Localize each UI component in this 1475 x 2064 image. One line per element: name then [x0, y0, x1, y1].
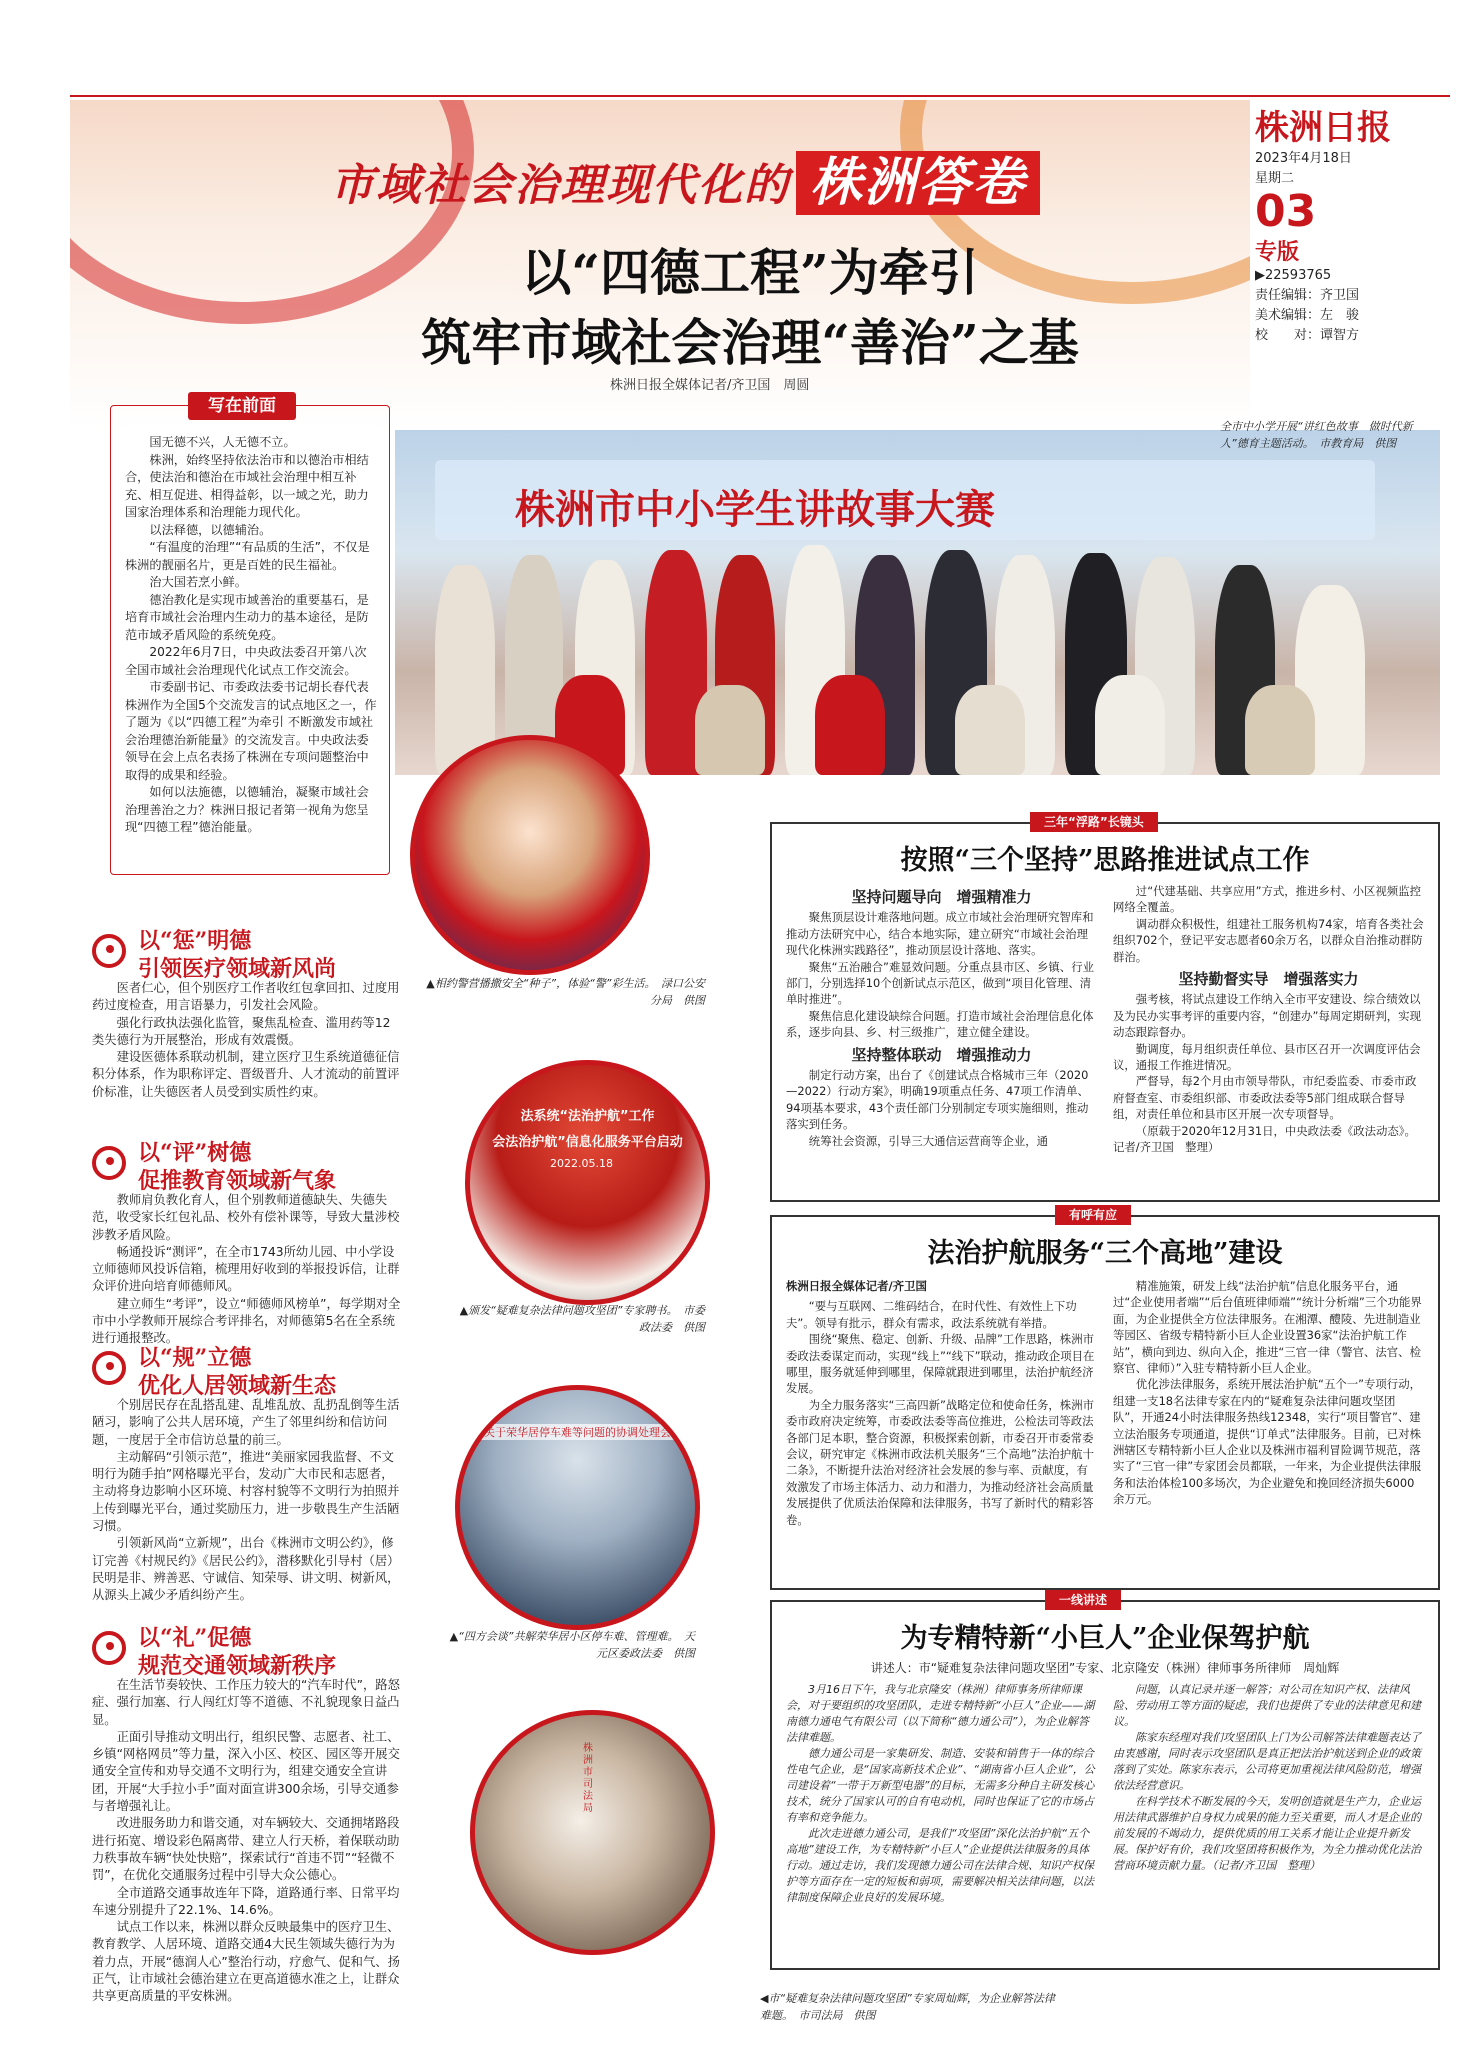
photo-date-text: 2022.05.18 [550, 1157, 613, 1170]
photo-community-meeting [455, 1385, 700, 1630]
section-medical: 以“惩”明德 引领医疗领域新风尚 医者仁心，但个别医疗工作者收红包拿回扣、过度用药过度检查，用言语暴力，引发社会风险。 强化行政执法强化监管，聚焦乱检查、滥用药等12类失德行为开展整治，形成有效震慑。 建设医德体系联动机制，建立医疗卫生系统道德征信积分体系，作为职称评定、晋级晋升、人才流动的前置评价标准，让失德医者人员受到实质性约束。 [92, 918, 402, 1101]
headline-line1: 以“四德工程”为牵引 [521, 243, 979, 302]
headline-byline: 株洲日报全媒体记者/齐卫国 周圆 [610, 378, 810, 393]
section-title: 以“礼”促德 [138, 1625, 252, 1651]
article-legal-service: 法治护航服务“三个高地”建设 株洲日报全媒体记者/齐卫国 “要与互联网、二维码结合，在时代性、有效性上下功夫”。领导有批示，群众有需求，政法系统就有举措。 围绕“聚焦、稳定、创新、升级、品牌”工作思路，株洲市委政法委谋定而动，实现“线上”“线下”联动，推动政企项目在哪里，服务就延伸到哪里，保障就跟进到哪里，法治护航经济发展。 为全力服务落实“三高四新”战略定位和使命任务，株洲市委市政府决定统筹，市委政法委等高位推进，公检法司等政法各部门足本职，整合资源，积极探索创新，市委召开市委常委会议，研究审定《株洲市政法机关服务“三个高地”法治护航十二条》，不断提升法治对经济社会发展的参与率、贡献度，有效激发了市场主体活力、动力和潜力，为推动经济社会高质量发展提供了优质法治保障和法律服务，书写了新时代的精彩答卷。 精准施策，研发上线“法治护航”信息化服务平台，通过“企业使用者端”“后台值班律师端”“统计分析端”三个功能界面，为企业提供全方位法律服务。在湘潭、醴陵、先进制造业等园区、省级专精特新小巨人企业设置36家“法治护航工作站”，横向到边、纵向入企，推进“三官一律（警官、法官、检察官、律师）”入驻专精特新小巨人企业。 优化涉法律服务，系统开展法治护航“五个一”专项行动，组建一支18名法律专家在内的“疑难复杂法律问题攻坚团队”，开通24小时法律服务热线12348，实行“项目警官”、建立法治服务专项通道，提供“订单式”法律服务。目前，已对株洲辖区专精特新小巨人企业以及株洲市福利冒险调节规范，落实了“三官一律”专家团会员都联，一年来，为企业提供法律服务和法治体检100多场次，为企业避免和挽回经济损失6000余万元。 [770, 1215, 1440, 1590]
main-photo-caption: 全市中小学开展“讲红色故事 做时代新人”德育主题活动。 市教育局 供图 [1220, 420, 1413, 450]
article-title: 按照“三个坚持”思路推进试点工作 [900, 845, 1310, 876]
section-subtitle: 引领医疗领域新风尚 [138, 956, 337, 982]
page-headline [340, 238, 1160, 378]
issue-weekday: 星期二 [1255, 171, 1295, 186]
photo-police-safety [410, 735, 650, 975]
article-title: 法治护航服务“三个高地”建设 [927, 1238, 1283, 1269]
photo-caption: ▲“四方会谈”共解荣华居小区停车难、管理难。 天元区委政法委 供图 [449, 1630, 695, 1660]
circle-bullet-icon [92, 1146, 126, 1180]
photo-banner-text: 法系统“法治护航”工作 [520, 1109, 655, 1124]
preface-paragraph: 以法释德，以德辅治。 [149, 522, 272, 537]
proof-credit: 校 对：谭智方 [1255, 328, 1360, 343]
editor-credit: 责任编辑：齐卫国 [1255, 288, 1360, 303]
headline-line2: 筑牢市域社会治理“善治”之基 [421, 313, 1079, 372]
photo-caption: ▲相约警营播撒安全“种子”，体验“警”彩生活。 渌口公安分局 供图 [426, 977, 705, 1007]
article-tag: 有呼有应 [1055, 1205, 1131, 1225]
section-subtitle: 优化人居领域新生态 [138, 1373, 337, 1399]
section-title: 以“规”立德 [138, 1345, 252, 1371]
article-subheading: 坚持整体联动 增强推动力 [851, 1045, 1032, 1064]
art-credit: 美术编辑：左 骏 [1255, 308, 1360, 323]
photo-sign-text: 株洲市司法局 [583, 1743, 593, 1814]
section-living: 以“规”立德 优化人居领域新生态 个别居民存在乱搭乱建、乱堆乱放、乱扔乱倒等生活陋习，影响了公共人居环境，产生了邻里纠纷和信访问题，一度居于全市信访总量的前三。 主动解码“引领示范”，推进“美丽家园我监督、不文明行为随手拍”网格曝光平台，发动广大市民和志愿者，主动将身边影响小区环境、村容村貌等不文明行为拍照并上传到曝光平台，通过奖励压力，进一步敬畏生产生活陋习惯。 引领新风尚“立新规”，出台《株洲市文明公约》，修订完善《村规民约》《居民公约》，潜移默化引导村（居）民明是非、辨善恶、守诚信、知荣辱、讲文明、树新风，从源头上减少矛盾纠纷产生。 [92, 1335, 402, 1605]
photo-caption: ◀市“疑难复杂法律问题攻坚团”专家周灿辉，为企业解答法律难题。 市司法局 供图 [760, 1992, 1055, 2022]
slogan: 市域社会治理现代化的 株洲答卷 [330, 140, 1040, 215]
circle-bullet-icon [92, 1631, 126, 1665]
photo-award-ceremony [465, 1060, 710, 1305]
slogan-highlight: 株洲答卷 [796, 151, 1040, 215]
preface-paragraph: 2022年6月7日，中央政法委召开第八次全国市域社会治理现代化试点工作交流会。 [125, 645, 367, 677]
preface-paragraph: 治大国若烹小鲜。 [149, 575, 247, 589]
edition-label: 专版 [1255, 240, 1300, 265]
masthead [1255, 100, 1455, 346]
article-byline: 株洲日报全媒体记者/齐卫国 [786, 1279, 927, 1293]
newspaper-logo: 株洲日报 [1255, 108, 1391, 148]
photo-banner-text: 关于荣华居停车难等问题的协调处理会 [480, 1424, 675, 1440]
section-title: 以“惩”明德 [138, 928, 252, 954]
section-education: 以“评”树德 促推教育领域新气象 教师肩负教化育人，但个别教师道德缺失、失德失范，收受家长红包礼品、校外有偿补课等，导致大量涉校涉教矛盾风险。 畅通投诉“测评”，在全市1743所幼儿园、中小学设立师德师风投诉信箱，梳理用好收到的举报投诉信，让群众评价进向培育师德师风。 建立师生“考评”，设立“师德师风榜单”，每学期对全市中小学教师开展综合考评排名，对师德第5名在全系统进行通报整改。 [92, 1130, 402, 1348]
issue-date: 2023年4月18日 [1255, 151, 1352, 166]
preface-paragraph: 市委副书记、市委政法委书记胡长春代表株洲作为全国5个交流发言的试点地区之一，作了题为《以“四德工程”为牵引 不断激发市域社会治理德治新能量》的交流发言。中央政法委领导在会上点名表扬了株洲在专项问题整治中取得的成果和经验。 [125, 680, 377, 782]
preface-paragraph: 国无德不兴，人无德不立。 [149, 435, 296, 449]
article-tag: 一线讲述 [1045, 1590, 1121, 1610]
preface-paragraph: 德治教化是实现市域善治的重要基石，是培育市域社会治理内生动力的基本途径，是防范市域矛盾风险的系统免疫。 [125, 592, 369, 642]
article-little-giant: 为专精特新“小巨人”企业保驾护航 讲述人：市“疑难复杂法律问题攻坚团”专家、北京隆安（株洲）律师事务所律师 周灿辉 3月16日下午，我与北京隆安（株洲）律师事务所律师课会，对于要组织的攻坚团队，走进专精特新“小巨人”企业——湖南德力通电气有限公司（以下简称“德力通公司”），为企业解答法律难题。 德力通公司是一家集研发、制造、安装和销售于一体的综合性电气企业，是“国家高新技术企业”、“湖南省小巨人企业”，公司建设着“一带于万新型电器”的目标，无需多分种自主研发核心技术，统分了国家认可的自有电动机，同时也保证了它的市场占有率和竞争能力。 此次走进德力通公司，是我们“攻坚团”深化法治护航“五个高地”建设工作，为专精特新“小巨人”企业提供法律服务的具体行动。通过走访，我们发现德力通公司在法律合规、知识产权保护等方面存在一定的短板和弱项，需要解决相关法律问题，以法律制度保障企业良好的发展环境。 问题，认真记录并逐一解答；对公司在知识产权、法律风险、劳动用工等方面的疑虑，我们也提供了专业的法律意见和建议。 陈家东经理对我们攻坚团队上门为公司解答法律难题表达了由衷感谢，同时表示攻坚团队是真正把法治护航送到企业的政策落到了实处。陈家东表示，公司将更加重视法律风险防范，增强依法经营意识。 在科学技术不断发展的今天，发明创造就是生产力，企业运用法律武器维护自身权力成果的能力至关重要，而人才是企业的前发展的不竭动力，提供优质的用工关系才能让企业提升新发展。保护好有价，我们攻坚团将积极作为，为全力推动优化法治营商环境贡献力量。（记者/齐卫国 整理） [770, 1600, 1440, 1970]
section-subtitle: 规范交通领域新秩序 [138, 1653, 337, 1679]
article-speaker: 讲述人：市“疑难复杂法律问题攻坚团”专家、北京隆安（株洲）律师事务所律师 周灿辉 [870, 1661, 1340, 1675]
photo-banner-text: 会法治护航”信息化服务平台启动 [492, 1135, 683, 1150]
hotline: ▶22593765 [1255, 268, 1332, 283]
article-title: 为专精特新“小巨人”企业保驾护航 [900, 1623, 1310, 1654]
preface-box [110, 405, 390, 875]
circle-bullet-icon [92, 1351, 126, 1385]
main-photo [395, 430, 1440, 775]
article-pilot-work: 按照“三个坚持”思路推进试点工作 坚持问题导向 增强精准力 聚焦顶层设计难落地问题。成立市域社会治理研究智库和推动方法研究中心，结合本地实际，建立研究“市域社会治理现代化株洲实践路径”，推动顶层设计落地、落实。 聚焦“五治融合”难显效问题。分重点县市区、乡镇、行业部门，分别选择10个创新试点示范区，做到“项目化管理、清单时推进”。 聚焦信息化建设缺综合问题。打造市域社会治理信息化体系，逐步向县、乡、村三级推广，建立健全建设。 坚持整体联动 增强推动力 制定行动方案，出台了《创建试点合格城市三年（2020—2022）行动方案》，明确19项重点任务、47项工作清单、94项基本要求，43个责任部门分别制定专项实施细则，推动落实到任务。 统筹社会资源，引导三大通信运营商等企业，通 过“代建基础、共享应用”方式，推进乡村、小区视频监控网络全覆盖。 调动群众积极性，组建社工服务机构74家，培育各类社会组织702个，登记平安志愿者60余万名，以群众自治推动群防群治。 坚持勤督实导 增强落实力 强考核，将试点建设工作纳入全市平安建设、综合绩效以及为民办实事考评的重要内容，“创建办”每周定期研判，实现动态跟踪督办。 勤调度，每月组织责任单位、县市区召开一次调度评估会议，通报工作推进情况。 严督导，每2个月由市领导带队，市纪委监委、市委市政府督查室、市委组织部、市委政法委等5部门组成联合督导组，对责任单位和县市区开展一次专项督导。 （原载于2020年12月31日，中央政法委《政法动态》。记者/齐卫国 整理） [770, 822, 1440, 1202]
photo-caption: ▲颁发“疑难复杂法律问题攻坚团”专家聘书。 市委政法委 供图 [459, 1304, 705, 1334]
article-tag: 三年“浮路”长镜头 [1030, 812, 1158, 832]
section-traffic: 以“礼”促德 规范交通领域新秩序 在生活节奏较快、工作压力较大的“汽车时代”，路怒症、强行加塞、行人闯红灯等不道德、不礼貌现象日益凸显。 正面引导推动文明出行，组织民警、志愿者、社工、乡镇“网格网员”等力量，深入小区、校区、园区等开展交通安全宣传和劝导交通不文明行为，组建交通安全宣讲团，开展“大手拉小手”面对面宣讲300余场，引导交通参与者增强礼让。 改进服务助力和谐交通，对车辆较大、交通拥堵路段进行拓宽、增设彩色隔离带、建立人行天桥，着保联动助力秩事故车辆“快处快赔”，探索试行“首违不罚”“轻微不罚”，在优化交通服务过程中引导大众公德心。 全市道路交通事故连年下降，道路通行率、日常平均车速分别提升了22.1%、14.6%。 试点工作以来，株洲以群众反映最集中的医疗卫生、教育教学、人居环境、道路交通4大民生领域失德行为为着力点，开展“德润人心”整治行动，疗愈气、促和气、扬正气，让市域社会德治建立在更高道德水准之上，让群众共享更高质量的平安株洲。 [92, 1615, 402, 2006]
section-title: 以“评”树德 [138, 1140, 252, 1166]
preface-tag: 写在前面 [188, 392, 296, 420]
stage-title: 株洲市中小学生讲故事大赛 [515, 486, 995, 533]
preface-paragraph: 如何以法施德，以德辅治，凝聚市域社会治理善治之力？株洲日报记者第一视角为您呈现“四德工程”德治能量。 [125, 785, 369, 834]
circle-bullet-icon [92, 934, 126, 968]
article-subheading: 坚持勤督实导 增强落实力 [1178, 970, 1359, 989]
preface-paragraph: 株洲，始终坚持依法治市和以德治市相结合，使法治和德治在市域社会治理中相互补充、相互促进、相得益彰，以一域之光，助力国家治理体系和治理能力现代化。 [125, 452, 369, 519]
top-rule [70, 95, 1450, 97]
preface-paragraph: “有温度的治理”“有品质的生活”，不仅是株洲的靓丽名片，更是百姓的民生福祉。 [125, 540, 370, 572]
photo-lawyer-consultation [470, 1710, 715, 1955]
article-subheading: 坚持问题导向 增强精准力 [851, 888, 1032, 906]
section-subtitle: 促推教育领域新气象 [138, 1168, 337, 1194]
page-number: 03 [1255, 186, 1317, 237]
